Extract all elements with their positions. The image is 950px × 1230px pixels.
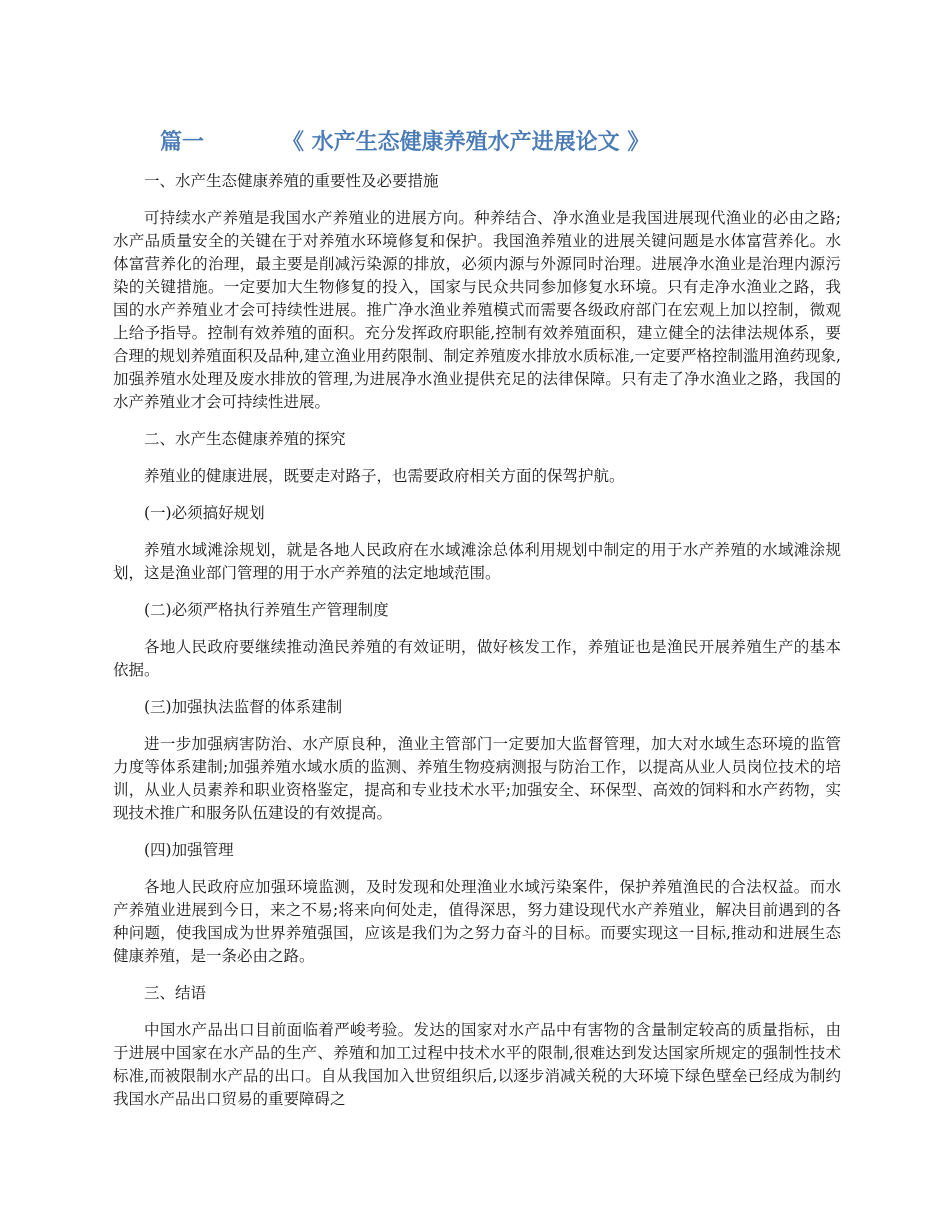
- section-heading: 一、水产生态健康养殖的重要性及必要措施: [144, 172, 439, 190]
- body-paragraph: 各地人民政府要继续推动渔民养殖的有效证明，做好核发工作，养殖证也是渔民开展养殖生产的基本依据。: [113, 638, 841, 679]
- section-heading: (四)加强管理: [144, 841, 234, 859]
- section-heading: (一)必须搞好规划: [144, 504, 265, 522]
- body-paragraph: 养殖水域滩涂规划，就是各地人民政府在水域滩涂总体利用规划中制定的用于水产养殖的水域滩涂规划，这是渔业部门管理的用于水产养殖的法定地域范围。: [113, 541, 841, 582]
- body-paragraph: 进一步加强病害防治、水产原良种，渔业主管部门一定要加大监督管理，加大对水域生态环境的监管力度等体系建制;加强养殖水域水质的监测、养殖生物疫病测报与防治工作，以提高从业人员岗位技术的培训，从业人员素养和职业资格鉴定，提高和专业技术水平;加强安全、环保型、高效的饲料和水产药物，实现技术推广和服务队伍建设的有效提高。: [113, 735, 841, 822]
- document-title: [160, 128, 860, 158]
- section-heading: (二)必须严格执行养殖生产管理制度: [144, 601, 389, 619]
- title-prefix: 篇一: [160, 130, 205, 155]
- body-paragraph: 各地人民政府应加强环境监测，及时发现和处理渔业水域污染案件，保护养殖渔民的合法权益。而水产养殖业进展到今日，来之不易;将来向何处走，值得深思，努力建设现代水产养殖业，解决目前遇到的各种问题，使我国成为世界养殖强国，应该是我们为之努力奋斗的目标。而要实现这一目标,推动和进展生态健康养殖，是一条必由之路。: [113, 878, 841, 965]
- body-paragraph: 可持续水产养殖是我国水产养殖业的进展方向。种养结合、净水渔业是我国进展现代渔业的必由之路;水产品质量安全的关键在于对养殖水环境修复和保护。我国渔养殖业的进展关键问题是水体富营养化。水体富营养化的治理，最主要是削减污染源的排放，必须内源与外源同时治理。进展净水渔业是治理内源污染的关键措施。一定要加大生物修复的投入，国家与民众共同参加修复水环境。只有走净水渔业之路，我国的水产养殖业才会可持续性进展。推广净水渔业养殖模式而需要各级政府部门在宏观上加以控制，微观上给予指导。控制有效养殖的面积。充分发挥政府职能,控制有效养殖面积，建立健全的法律法规体系，要合理的规划养殖面积及品种,建立渔业用药限制、制定养殖废水排放水质标准,一定要严格控制滥用渔药现象,加强养殖水处理及废水排放的管理,为进展净水渔业提供充足的法律保障。只有走了净水渔业之路，我国的水产养殖业才会可持续性进展。: [113, 209, 841, 411]
- section-heading: (三)加强执法监督的体系建制: [144, 698, 343, 716]
- section-heading: 三、结语: [144, 984, 207, 1002]
- body-paragraph: 中国水产品出口目前面临着严峻考验。发达的国家对水产品中有害物的含量制定较高的质量指标，由于进展中国家在水产品的生产、养殖和加工过程中技术水平的限制,很难达到发达国家所规定的强制性技术标准,而被限制水产品的出口。自从我国加入世贸组织后,以逐步消减关税的大环境下绿色壁垒已经成为制约我国水产品出口贸易的重要障碍之: [113, 1021, 841, 1108]
- title-text: 《 水产生态健康养殖水产进展论文 》: [282, 130, 650, 155]
- section-heading: 二、水产生态健康养殖的探究: [144, 430, 346, 448]
- body-paragraph: 养殖业的健康进展，既要走对路子，也需要政府相关方面的保驾护航。: [144, 467, 625, 485]
- document-body: [113, 170, 841, 1125]
